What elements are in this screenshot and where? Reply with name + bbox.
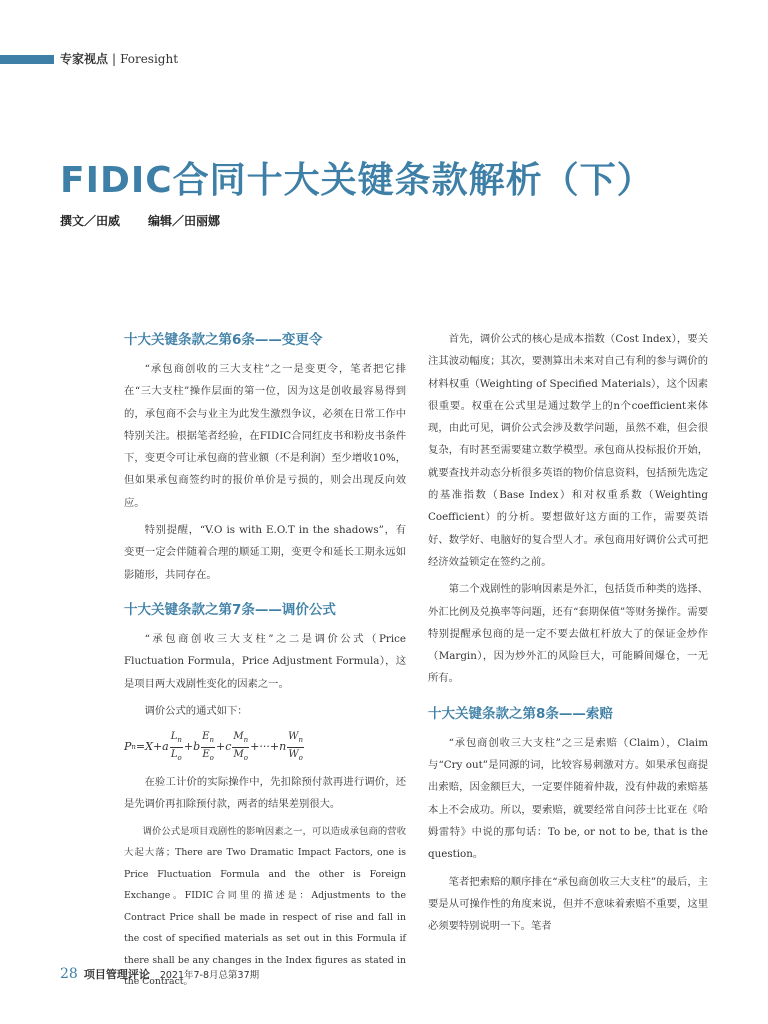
price-adjustment-formula [124,727,406,767]
paragraph: “承包商创收的三大支柱”之一是变更令，笔者把它排在“三大支柱”操作层面的第一位，因为这是创收最容易得到的，承包商不会与业主为此发生激烈争议，必须在日常工作中特别关注。根据笔者经验，在FIDIC合同红皮书和粉皮书条件下，变更令可让承包商的营业额（不是利润）至少增收10%，但如果承包商签约时的报价单价是亏损的，则会出现反向效应。 [124,363,406,509]
paragraph: 调价公式的通式如下： [144,704,248,717]
magazine-name: 项目管理评论 [83,968,150,981]
formula-fraction: $\frac{W_n}{W_o}$ [288,730,303,762]
paragraph: “承包商创收三大支柱”之二是调价公式（Price Fluctuation Formula，Price Adjustment Formula），这是项目两大戏剧性变化的因素之一。 [124,632,406,690]
paragraph: 首先，调价公式的核心是成本指数（Cost Index），要关注其波动幅度；其次，要测算出未来对自己有利的参与调价的材料权重（Weighting of Specified Materials），这个因素很重要。权重在公式里是通过数学上的n个coefficient来体现，由此可见，调价公式会涉及数学问题，虽然不难，但会很复杂，有时甚至需要建立数学模型。承包商从投标报价开始，就要查找并动态分析很多英语的物价信息资料，包括预先选定的基准指数（Base Index）和对权重系数（Weighting Coefficient）的分析。要想做好这方面的工作，需要英语好、数学好、电脑好的复合型人才。承包商用好调价公式可把经济效益锁定在签约之前。 [428,333,708,568]
heading-clause-6: 十大关键条款之第6条——变更令 [124,332,323,348]
formula-eq: =X+a [135,740,169,753]
section-separator: | [112,52,117,66]
section-color-bar [0,55,54,64]
formula-fraction: $\frac{L_n}{L_o}$ [170,730,182,762]
formula-lhs-sub: n [131,743,136,751]
heading-clause-7: 十大关键条款之第7条——调价公式 [124,601,336,618]
section-header [60,50,178,68]
formula-operator: +···+n [250,740,287,753]
section-name-en: Foresight [120,52,179,66]
heading-clause-8: 十大关键条款之第8条——索赔 [428,705,613,722]
paragraph: 第二个戏剧性的影响因素是外汇，包括货币种类的选择、外汇比例及兑换率等问题，还有“套期保值”等财务操作。需要特别提醒承包商的是一定不要去做杠杆放大了的保证金炒作（Margin），因为炒外汇的风险巨大，可能瞬间爆仓，一无所有。 [428,583,708,685]
issue-info: 2021年7-8月总第37期 [159,970,260,981]
author: 撰文／田威 [60,214,121,228]
formula-operator: +c [216,740,232,753]
paragraph: 调价公式是项目戏剧性的影响因素之一，可以造成承包商的营收大起大落；There are Two Dramatic Impact Factors, one is Price Fluctuation Formula and the other is Foreign Exchange。FIDIC合同里的描述是：Adjustments to the Contract Price shall be made in respect of rise and fall in the cost of specified materials as set out in this Formula if there shall be any changes in the Index figures as stated in the Contract。 [124,825,406,988]
page-number: 28 [60,966,78,982]
formula-fraction: $\frac{M_n}{M_o}$ [233,730,249,762]
formula-operator: +b [183,740,201,753]
paragraph: 笔者把索赔的顺序排在“承包商创收三大支柱”的最后，主要是从可操作性的角度来说，但并不意味着索赔不重要，这里必须要特别说明一下。笔者 [428,875,708,933]
paragraph: 在验工计价的实际操作中，先扣除预付款再进行调价，还是先调价再扣除预付款，两者的结果差别很大。 [124,776,406,811]
article-title: FIDIC合同十大关键条款解析（下） [60,160,654,201]
left-column [124,328,406,998]
page-footer [60,963,259,982]
section-name-cn: 专家视点 [60,52,109,66]
editor: 编辑／田丽娜 [148,214,221,228]
paragraph: “承包商创收三大支柱”之三是索赔（Claim），Claim与“Cry out”是同源的词，比较容易刺激对方。如果承包商提出索赔，因金额巨大，一定要伴随着仲裁，没有仲裁的索赔基本上不会成功。所以，要索赔，就要经常自问莎士比亚在《哈姆雷特》中说的那句话：To be, or not to be, that is the question。 [428,736,708,861]
formula-lhs: P [124,740,132,753]
right-column [428,328,708,942]
byline [60,212,220,229]
paragraph: 特别提醒，“V.O is with E.O.T in the shadows”，有变更一定会伴随着合理的顺延工期，变更令和延长工期永远如影随形，共同存在。 [124,524,406,581]
formula-fraction: $\frac{E_n}{E_o}$ [202,730,214,762]
